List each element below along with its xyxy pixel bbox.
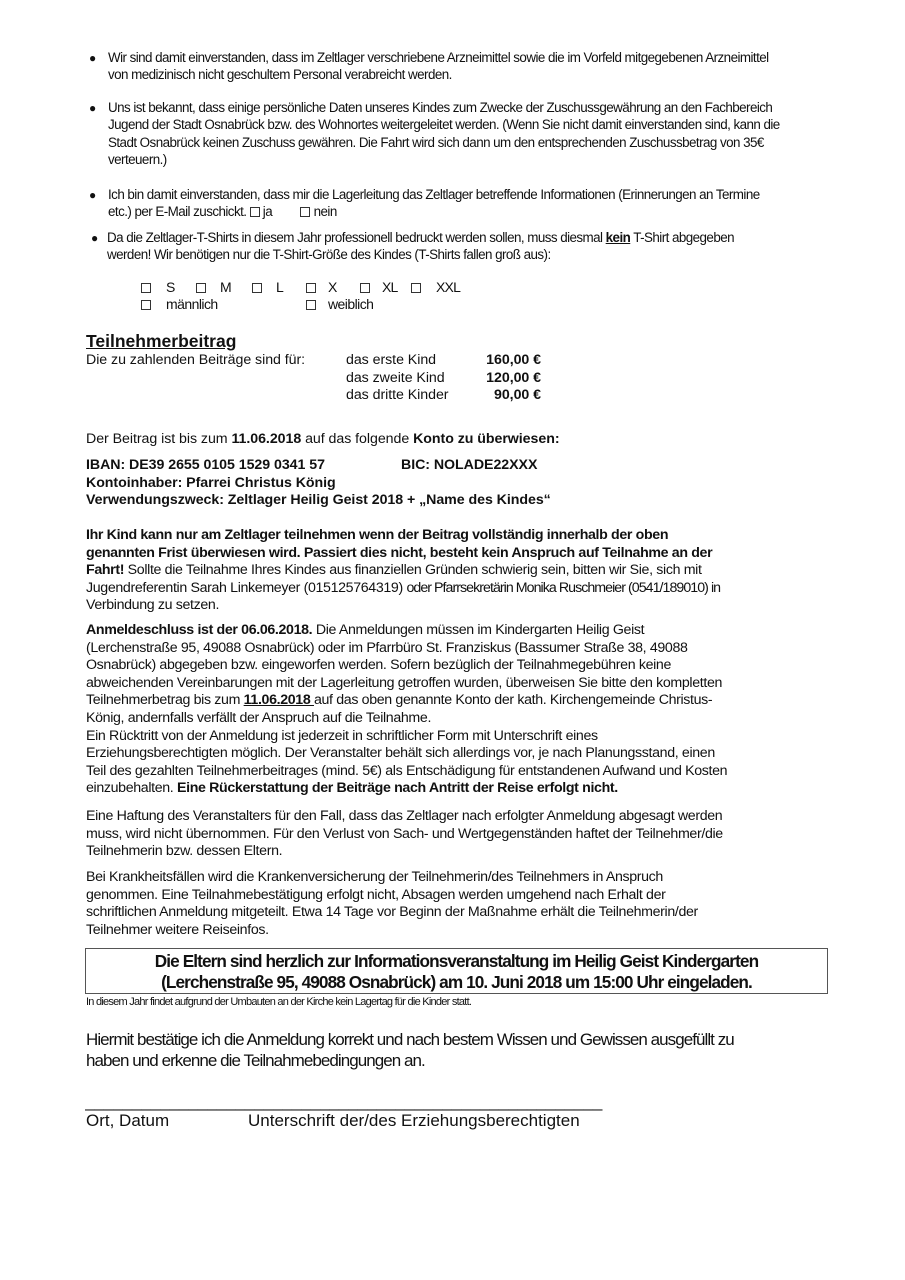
text-line	[86, 780, 826, 798]
text-line	[86, 622, 826, 640]
text-line	[86, 562, 826, 580]
fee-amount: 90,00 €	[494, 387, 541, 403]
text-line: (Lerchenstraße 95, 49088 Osnabrück) oder im Pfarrbüro St. Franziskus (Bassumer Straße 38, 49088	[86, 639, 688, 656]
text-line: Teilnehmerin bzw. dessen Eltern.	[86, 843, 283, 860]
payment-due-date: 11.06.2018	[231, 431, 302, 447]
checkbox-size-xl[interactable]	[360, 283, 370, 293]
checkbox-size-m[interactable]	[196, 283, 206, 293]
label-female: weiblich	[328, 296, 374, 312]
signature-line[interactable]: _______________________________________________________	[85, 1092, 603, 1111]
iban: IBAN: DE39 2655 0105 1529 0341 57	[86, 457, 325, 473]
fee-amount: 120,00 €	[486, 369, 541, 386]
payment-due-text	[86, 431, 560, 449]
text-line: von medizinisch nicht geschultem Personal verabreicht werden.	[108, 67, 452, 83]
text-line: Teil des gezahlten Teilnehmerbeitrages (mind. 5€) als Entschädigung für entstandenen Aufwand und Kosten	[86, 762, 728, 779]
checkbox-size-x[interactable]	[306, 283, 316, 293]
text-line: verteuern.)	[108, 152, 167, 168]
fee-label: das dritte Kinder	[346, 387, 449, 403]
bullet-email-consent	[108, 186, 828, 221]
bullet-icon: ●	[89, 188, 97, 202]
text-line: Verbindung zu setzen.	[86, 597, 220, 614]
liability-paragraph	[86, 808, 826, 861]
text-line: Eine Haftung des Veranstalters für den Fall, dass das Zeltlager nach erfolgter Anmeldung abgesagt werden	[86, 808, 723, 824]
place-date-label: Ort, Datum	[86, 1111, 170, 1130]
emphasis-kein: kein	[605, 230, 631, 245]
text-line	[108, 203, 828, 220]
warning-text: Sollte die Teilnahme Ihres Kindes aus finanziellen Gründen schwierig sein, bitten wir Sie, sich mit	[124, 562, 702, 579]
label-size-l: L	[276, 279, 284, 295]
text-line: Hiermit bestätige ich die Anmeldung korrekt und nach bestem Wissen und Gewissen ausgefüllt zu	[86, 1030, 734, 1049]
text-line: werden! Wir benötigen nur die T-Shirt-Größe des Kindes (T-Shirts fallen groß aus):	[107, 247, 551, 263]
checkbox-size-s[interactable]	[141, 283, 151, 293]
confirmation-text	[86, 1029, 826, 1071]
text-line: Uns ist bekannt, dass einige persönliche Daten unseres Kindes zum Zwecke der Zuschussgewährung an den Fachbereich	[108, 100, 773, 115]
text-line: haben und erkenne die Teilnahmebedingungen an.	[86, 1051, 425, 1070]
label-email-yes: ja	[262, 204, 273, 220]
fee-heading: Teilnehmerbeitrag	[86, 331, 237, 351]
text-line: Erziehungsberechtigten möglich. Der Veranstalter behält sich allerdings vor, je nach Planungsstand, einen	[86, 745, 715, 762]
payment-warning	[86, 527, 826, 615]
payment-text: auf das folgende	[301, 431, 414, 447]
payment-text: Der Beitrag ist bis zum	[86, 431, 232, 447]
payment-purpose: Verwendungszweck: Zeltlager Heilig Geist 2018 + „Name des Kindes“	[86, 492, 551, 508]
deadline-text: einzubehalten.	[86, 780, 177, 797]
no-refund-notice: Eine Rückerstattung der Beiträge nach Antritt der Reise erfolgt nicht.	[177, 780, 618, 797]
registration-deadline	[86, 622, 826, 798]
checkbox-size-l[interactable]	[252, 283, 262, 293]
text-line: Teilnehmer weitere Reiseinfos.	[86, 921, 269, 938]
email-consent-text: etc.) per E-Mail zuschickt.	[108, 204, 247, 220]
text-line: muss, wird nicht übernommen. Für den Verlust von Sach- und Wertgegenständen haftet der Teilnehmer/die	[86, 825, 723, 842]
fee-intro: Die zu zahlenden Beiträge sind für:	[86, 352, 306, 368]
label-size-x: X	[328, 279, 338, 295]
tshirt-text: T-Shirt abgegeben	[630, 230, 735, 245]
illness-paragraph	[86, 869, 826, 939]
deadline-date: 11.06.2018	[243, 692, 314, 709]
bullet-medication-consent	[108, 49, 828, 84]
text-line: Jugend der Stadt Osnabrück bzw. des Wohnortes weitergeleitet werden. (Wenn Sie nicht damit einverstanden sind, kann die	[108, 117, 780, 133]
text-line: genannten Frist überwiesen wird. Passiert dies nicht, besteht kein Anspruch auf Teilnahme an der	[86, 544, 713, 561]
checkbox-size-xxl[interactable]	[411, 283, 421, 293]
info-event-box	[85, 948, 828, 994]
deadline-bold: Anmeldeschluss ist der 06.06.2018.	[86, 622, 313, 638]
warning-bold: Fahrt!	[86, 562, 125, 579]
bullet-icon: ●	[91, 231, 99, 245]
deadline-text: Teilnehmerbetrag bis zum	[86, 692, 244, 709]
text-line: genommen. Eine Teilnahmebestätigung erfolgt nicht, Absagen werden umgehend nach Erhalt der	[86, 886, 666, 903]
label-size-s: S	[166, 279, 176, 295]
text-line	[86, 580, 826, 598]
checkbox-female[interactable]	[306, 300, 316, 310]
text-line: Bei Krankheitsfällen wird die Krankenversicherung der Teilnehmerin/des Teilnehmers in Anspruch	[86, 869, 663, 885]
camp-day-note: In diesem Jahr findet aufgrund der Umbauten an der Kirche kein Lagertag für die Kinder statt.	[86, 996, 472, 1008]
tshirt-text: Da die Zeltlager-T-Shirts in diesem Jahr professionell bedruckt werden sollen, muss diesmal	[107, 230, 606, 245]
text-line: abweichenden Vereinbarungen mit der Lagerleitung getroffen wurden, überweisen Sie bitte den kompletten	[86, 674, 723, 691]
fee-label: das erste Kind	[346, 352, 436, 368]
info-line: Die Eltern sind herzlich zur Informationsveranstaltung im Heilig Geist Kindergarten	[154, 951, 759, 971]
label-email-no: nein	[313, 204, 337, 220]
info-line: (Lerchenstraße 95, 49088 Osnabrück) am 10. Juni 2018 um 15:00 Uhr eingeladen.	[161, 972, 752, 992]
text-line: schriftlichen Anmeldung mitgeteilt. Etwa 14 Tage vor Beginn der Maßnahme erhält die Teilnehmerin/der	[86, 904, 698, 921]
checkbox-male[interactable]	[141, 300, 151, 310]
fee-amount: 160,00 €	[486, 352, 541, 368]
label-male: männlich	[166, 296, 218, 312]
text-line: Stadt Osnabrück keinen Zuschuss gewähren. Die Fahrt wird sich dann um den entsprechenden Zuschussbetrag von 35€	[108, 134, 764, 150]
label-size-xxl: XXL	[436, 279, 461, 295]
contact-office: oder Pfarrsekretärin Monika Ruschmeier (0541/189010) in	[406, 579, 721, 596]
bullet-icon: ●	[89, 101, 97, 115]
label-size-xl: XL	[382, 279, 398, 295]
bullet-tshirt	[107, 229, 827, 264]
text-line: König, andernfalls verfällt der Anspruch auf die Teilnahme.	[86, 709, 432, 726]
bullet-icon: ●	[89, 51, 97, 65]
text-line: Wir sind damit einverstanden, dass im Zeltlager verschriebene Arzneimittel sowie die im Vorfeld mitgegebenen Arzneimittel	[108, 50, 769, 65]
text-line: Ein Rücktritt von der Anmeldung ist jederzeit in schriftlicher Form mit Unterschrift eines	[86, 727, 598, 744]
text-line: Ich bin damit einverstanden, dass mir die Lagerleitung das Zeltlager betreffende Informationen (Erinnerungen an Termine	[108, 187, 760, 202]
text-line	[107, 229, 827, 246]
contact-youth: Jugendreferentin Sarah Linkemeyer (015125764319)	[86, 579, 407, 596]
payment-account-label: Konto zu überwiesen:	[413, 431, 560, 447]
checkbox-email-no[interactable]	[300, 207, 310, 217]
bic: BIC: NOLADE22XXX	[401, 457, 538, 473]
label-size-m: M	[220, 279, 232, 295]
text-line: Osnabrück) abgegeben bzw. eingeworfen werden. Sofern bezüglich der Teilnahmegebühren keine	[86, 657, 672, 674]
account-holder: Kontoinhaber: Pfarrei Christus König	[86, 474, 336, 491]
bullet-data-consent	[108, 99, 828, 169]
deadline-text: Die Anmeldungen müssen im Kindergarten Heilig Geist	[312, 622, 645, 638]
deadline-text: auf das oben genannte Konto der kath. Kirchengemeinde Christus-	[313, 692, 713, 709]
text-line	[86, 692, 826, 710]
guardian-signature-label: Unterschrift der/des Erziehungsberechtigten	[248, 1111, 580, 1130]
fee-label: das zweite Kind	[346, 369, 445, 386]
checkbox-email-yes[interactable]	[250, 207, 260, 217]
text-line: Ihr Kind kann nur am Zeltlager teilnehmen wenn der Beitrag vollständig innerhalb der oben	[86, 527, 669, 543]
